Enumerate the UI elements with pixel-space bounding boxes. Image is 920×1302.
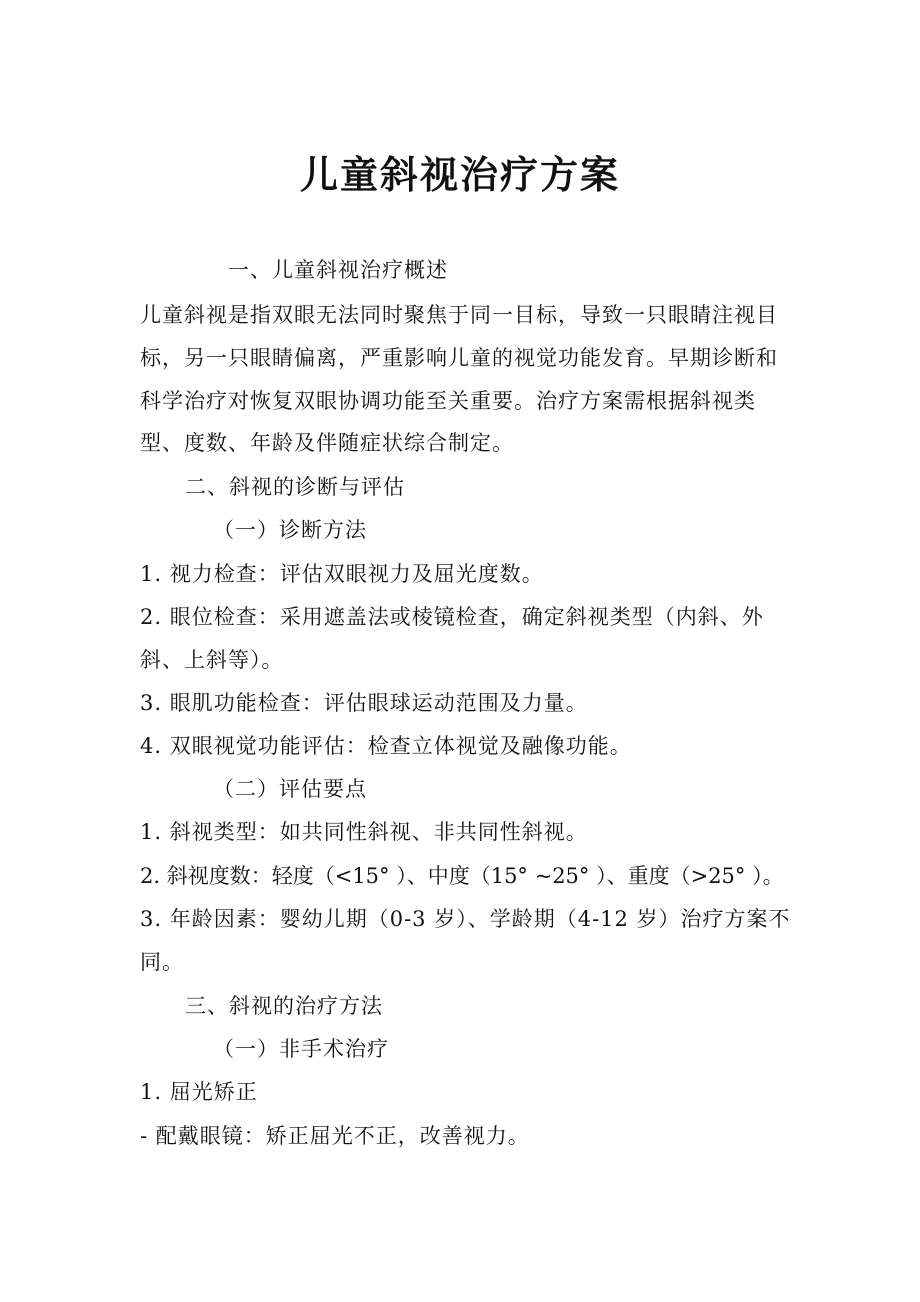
- list-item: - 配戴眼镜：矫正屈光不正，改善视力。: [140, 1124, 530, 1148]
- list-item: 1. 视力检查：评估双眼视力及屈光度数。: [140, 562, 544, 586]
- paragraph-line: 标，另一只眼睛偏离，严重影响儿童的视觉功能发育。早期诊断和: [140, 346, 778, 370]
- list-item: 斜、上斜等）。: [140, 648, 284, 672]
- list-item: 2. 眼位检查：采用遮盖法或棱镜检查，确定斜视类型（内斜、外: [140, 605, 764, 629]
- paragraph-line: 型、度数、年龄及伴随症状综合制定。: [140, 431, 514, 455]
- paragraph-line: 儿童斜视是指双眼无法同时聚焦于同一目标，导致一只眼睛注视目: [140, 303, 778, 327]
- paragraph-line: 科学治疗对恢复双眼协调功能至关重要。治疗方案需根据斜视类: [140, 389, 756, 413]
- list-item: 2. 斜视度数：轻度（<15° ）、中度（15° ~25° ）、重度（>25° ）。: [140, 864, 784, 888]
- document-title: 儿童斜视治疗方案: [299, 153, 620, 197]
- subsection-heading: （一）非手术治疗: [213, 1037, 389, 1061]
- section-heading: 二、斜视的诊断与评估: [185, 475, 405, 499]
- subsection-heading: （一）诊断方法: [213, 518, 367, 542]
- list-item: 3. 年龄因素：婴幼儿期（0-3 岁）、学龄期（4-12 岁）治疗方案不: [140, 907, 791, 931]
- subsection-heading: （二）评估要点: [213, 777, 367, 801]
- list-item: 1. 斜视类型：如共同性斜视、非共同性斜视。: [140, 820, 588, 844]
- list-item: 3. 眼肌功能检查：评估眼球运动范围及力量。: [140, 691, 588, 715]
- list-item: 1. 屈光矫正: [140, 1080, 258, 1104]
- list-item: 4. 双眼视觉功能评估：检查立体视觉及融像功能。: [140, 734, 632, 758]
- list-item: 同。: [140, 950, 184, 974]
- section-heading: 三、斜视的治疗方法: [185, 994, 383, 1018]
- section-heading: 一、儿童斜视治疗概述: [228, 258, 448, 282]
